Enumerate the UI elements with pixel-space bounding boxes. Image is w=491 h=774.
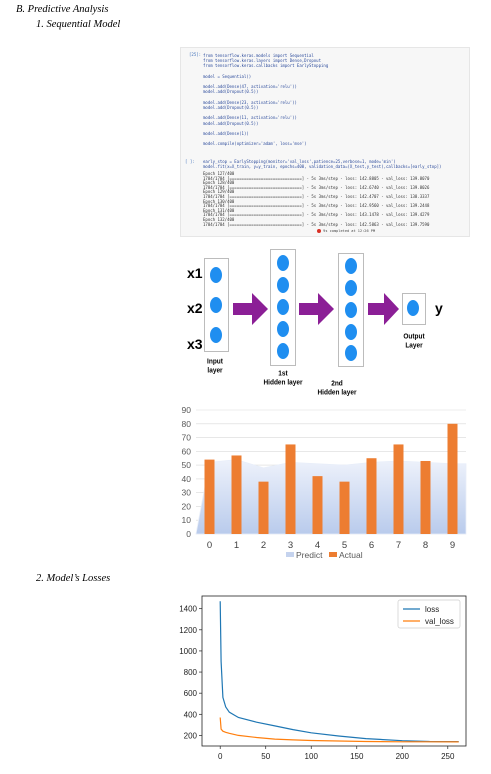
- cell-prompt: [ ]:: [185, 159, 195, 164]
- code-line: 1784/1784 [==============================] - 5s 3ms/step - loss: 142.9560 - val_loss: 139.2448: [203, 203, 430, 209]
- neuron-node: [210, 327, 222, 343]
- subsection-heading-model-losses: 2. Model’s Losses: [36, 573, 111, 584]
- y-tick-label: 10: [181, 515, 191, 526]
- y-tick-label: 40: [181, 473, 191, 484]
- layer-label-output: Output Layer: [403, 333, 425, 350]
- code-line: model = Sequential(): [203, 73, 252, 79]
- code-line: model.compile(optimizer='adam', loss='mse'): [203, 141, 307, 147]
- code-line: 1784/1784 [==============================] - 5s 3ms/step - loss: 142.4707 - val_loss: 138.3337: [203, 194, 430, 199]
- output-label-y: y: [435, 300, 443, 316]
- bar-actual: [286, 444, 296, 534]
- x-tick-label: 9: [449, 540, 456, 551]
- x-tick-label: 200: [395, 752, 409, 761]
- neuron-node: [277, 277, 289, 293]
- cell-prompt: [25]:: [189, 52, 202, 57]
- x-tick-label: 2: [260, 540, 267, 551]
- neuron-node: [345, 324, 357, 340]
- neuron-node: [277, 321, 289, 337]
- arrow-icon: [299, 293, 334, 325]
- neuron-node: [345, 302, 357, 318]
- y-tick-label: 0: [186, 529, 191, 539]
- code-line: Epoch 127/400: [203, 171, 235, 176]
- section-heading: B. Predictive Analysis: [16, 4, 109, 15]
- input-label-x2: x2: [187, 300, 203, 316]
- y-tick-label: 90: [181, 405, 191, 415]
- neuron-node: [407, 300, 419, 316]
- execution-status: [317, 229, 375, 233]
- subsection-heading-sequential-model: 1. Sequential Model: [36, 19, 121, 30]
- code-line: Epoch 131/400: [203, 207, 235, 213]
- code-line: from tensorflow.keras.layers import Dense,Dropout: [203, 58, 322, 64]
- layer-label-input: Input layer: [207, 358, 223, 375]
- x-tick-label: 250: [441, 752, 455, 761]
- neuron-node: [345, 280, 357, 296]
- y-tick-label: 50: [181, 460, 191, 471]
- y-tick-label: 1400: [179, 604, 197, 614]
- x-tick-label: 5: [341, 540, 348, 551]
- code-line: early_stop = EarlyStopping(monitor='val_loss',patience=25,verbose=1, mode='min'): [203, 159, 396, 164]
- y-tick-label: 80: [181, 418, 191, 429]
- y-tick-label: 30: [181, 487, 191, 498]
- x-tick-label: 150: [350, 752, 364, 761]
- y-tick-label: 200: [183, 731, 197, 741]
- y-tick-label: 20: [181, 501, 191, 512]
- code-line: model.add(Dense(23, activation='relu')): [203, 99, 297, 105]
- x-tick-label: 3: [287, 540, 294, 551]
- code-line: from tensorflow.keras.models import Sequential: [203, 53, 314, 58]
- bar-actual: [367, 458, 377, 534]
- bar-actual: [394, 444, 404, 534]
- code-line: Epoch 128/400: [203, 180, 235, 186]
- legend-label-loss: loss: [425, 605, 440, 614]
- code-line: model.add(Dense(1)): [203, 131, 249, 136]
- legend-swatch-predict: [286, 552, 294, 557]
- neuron-node: [345, 345, 357, 361]
- bar-actual: [232, 455, 242, 534]
- legend-label-val-loss: val_loss: [425, 617, 454, 626]
- code-line: Epoch 129/400: [203, 189, 235, 195]
- code-line: model.add(Dropout(0.5)): [203, 120, 259, 126]
- output-layer-box: [402, 293, 426, 325]
- x-tick-label: 6: [368, 540, 375, 551]
- y-tick-label: 400: [183, 710, 197, 720]
- status-text: completed at 12:26 PM: [329, 229, 376, 233]
- bar-actual: [259, 482, 269, 534]
- bar-actual: [313, 476, 323, 534]
- code-line: Epoch 130/400: [203, 198, 235, 204]
- code-line: from tensorflow.keras.callbacks import EarlyStopping: [203, 63, 329, 69]
- input-label-x1: x1: [187, 265, 203, 281]
- loss-line-chart: [170, 590, 472, 770]
- neuron-node: [210, 267, 222, 283]
- x-tick-label: 8: [422, 540, 429, 551]
- bar-actual: [448, 424, 458, 534]
- x-tick-label: 100: [304, 752, 318, 761]
- input-label-x3: x3: [187, 336, 203, 352]
- legend-swatch-actual: [329, 552, 337, 557]
- x-tick-label: 7: [395, 540, 402, 551]
- y-tick-label: 60: [181, 446, 191, 457]
- legend-label-actual: Actual: [339, 550, 363, 560]
- code-line: model.add(Dense(47, activation='relu')): [203, 84, 297, 90]
- bar-actual: [340, 482, 350, 534]
- neuron-node: [277, 255, 289, 271]
- code-line: model.add(Dropout(0.5)): [203, 89, 259, 95]
- code-line: 1784/1784 [==============================] - 5s 3ms/step - loss: 142.6740 - val_loss: 139.8026: [203, 184, 430, 190]
- input-layer-box: [204, 258, 229, 352]
- x-tick-label: 50: [261, 752, 271, 761]
- y-tick-label: 800: [183, 668, 197, 678]
- arrow-icon: [368, 293, 399, 325]
- bar-actual: [205, 460, 215, 534]
- neuron-node: [277, 343, 289, 359]
- y-tick-label: 600: [183, 689, 197, 699]
- arrow-icon: [233, 293, 268, 325]
- code-line: model.fit(x=X_train, y=y_train, epochs=400, validation_data=(X_test,y_test),callbacks=[early_stop]): [203, 163, 442, 169]
- code-line: Epoch 132/400: [203, 217, 235, 222]
- status-dot-icon: [317, 229, 321, 233]
- neuron-node: [210, 297, 222, 313]
- code-notebook-panel: [180, 47, 470, 237]
- hidden-layer-1-box: [270, 249, 296, 366]
- code-line: 1784/1784 [==============================] - 5s 3ms/step - loss: 142.8805 - val_loss: 139.8070: [203, 175, 430, 181]
- neuron-node: [345, 258, 357, 274]
- hidden-layer-2-box: [338, 253, 364, 367]
- code-line: model.add(Dropout(0.5)): [203, 105, 259, 110]
- code-line: 1784/1784 [==============================] - 5s 3ms/step - loss: 143.1478 - val_loss: 139.4279: [203, 212, 430, 218]
- x-tick-label: 4: [314, 540, 321, 551]
- x-tick-label: 1: [233, 540, 240, 551]
- bar-actual: [421, 461, 431, 534]
- code-line: model.add(Dense(11, activation='relu')): [203, 115, 297, 121]
- x-tick-label: 0: [206, 540, 213, 551]
- layer-label-hidden-2: 2nd Hidden layer: [317, 380, 357, 397]
- code-line: 1784/1784 [==============================] - 5s 3ms/step - loss: 142.5863 - val_loss: 139.7590: [203, 221, 430, 227]
- x-tick-label: 0: [217, 752, 223, 761]
- neuron-node: [277, 299, 289, 315]
- y-tick-label: 1200: [179, 625, 197, 635]
- y-tick-label: 1000: [179, 646, 197, 656]
- layer-label-hidden-1: 1st Hidden layer: [263, 370, 303, 387]
- legend-label-predict: Predict: [296, 550, 323, 560]
- predict-actual-bar-chart: [174, 404, 470, 564]
- status-time: 9s: [323, 229, 328, 233]
- y-tick-label: 70: [181, 432, 191, 443]
- series-line-val-loss: [220, 718, 459, 742]
